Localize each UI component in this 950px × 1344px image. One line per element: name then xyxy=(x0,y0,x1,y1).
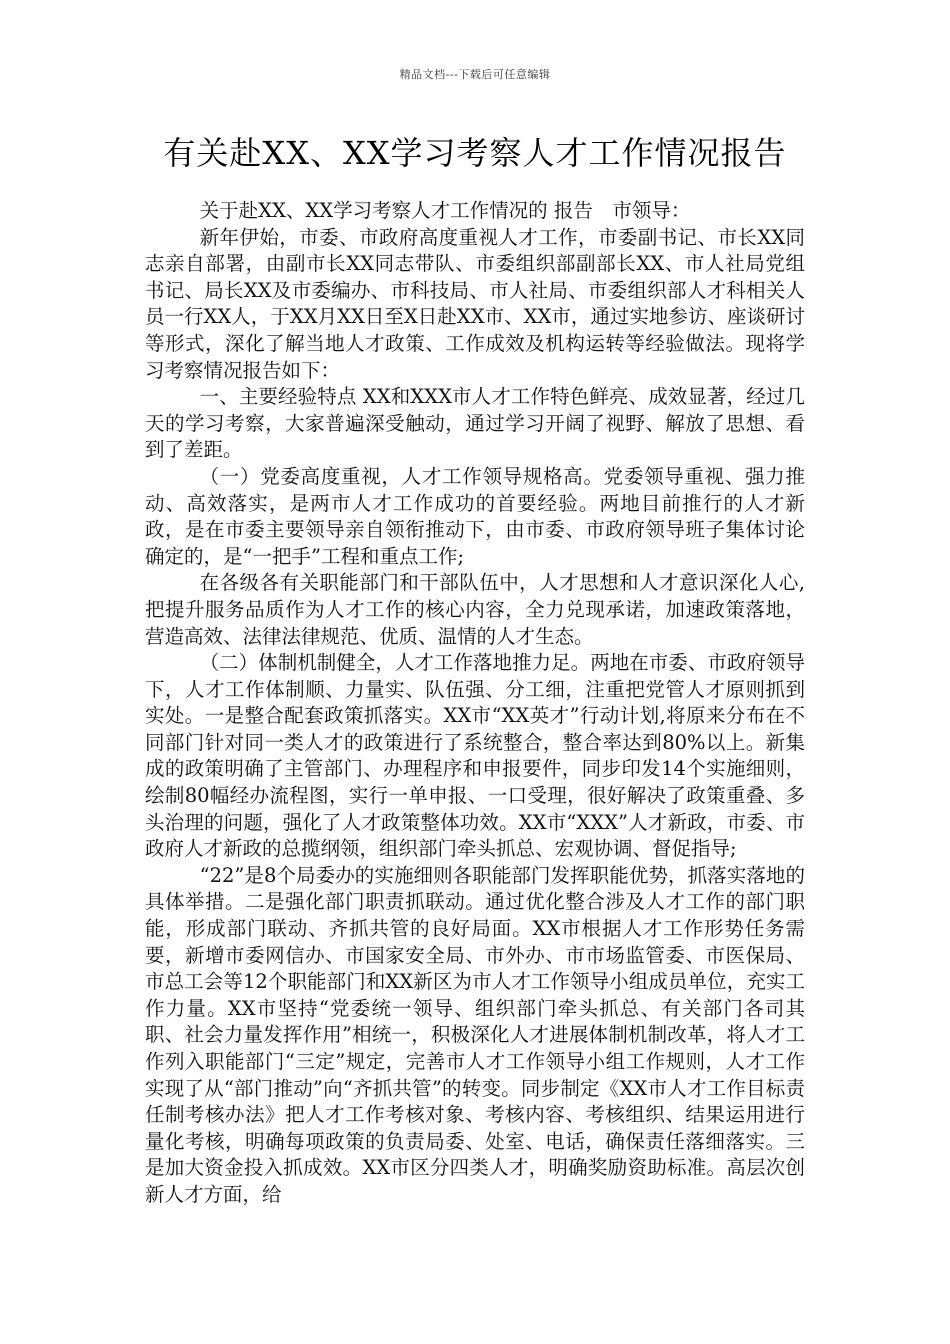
paragraph-subsection-2-cont: “22”是8个局委办的实施细则各职能部门发挥职能优势，抓落实落地的具体举措。二是强化部门职责抓联动。通过优化整合涉及人才工作的部门职能，形成部门联动、齐抓共管的良好局面。XX市根据人才工作形势任务需要，新增市委网信办、市国家安全局、市外办、市市场监管委、市医保局、市总工会等12个职能部门和XX新区为市人才工作领导小组成员单位，充实工作力量。XX市坚持“党委统一领导、组织部门牵头抓总、有关部门各司其职、社会力量发挥作用”相统一，积极深化人才进展体制机制改革，将人才工作列入职能部门“三定”规定，完善市人才工作领导小组工作规则，人才工作实现了从“部门推动”向“齐抓共管”的转变。同步制定《XX市人才工作目标责任制考核办法》把人才工作考核对象、考核内容、考核组织、结果运用进行量化考核，明确每项政策的负责局委、处室、电话，确保责任落细落实。三是加大资金投入抓成效。XX市区分四类人才，明确奖励资助标准。高层次创新人才方面，给 xyxy=(145,863,805,1206)
paragraph-salutation: 关于赴XX、XX学习考察人才工作情况的 报告 市领导： xyxy=(199,199,691,222)
paragraph-intro: 新年伊始，市委、市政府高度重视人才工作，市委副书记、市长XX同志亲自部署，由副市长XX同志带队、市委组织部副部长XX、市人社局党组书记、局长XX及市委编办、市科技局、市人社局、市委组织部人才科相关人员一行XX人，于XX月XX日至X日赴XX市、XX市，通过实地参访、座谈研讨等形式，深化了解当地人才政策、工作成效及机构运转等经验做法。现将学习考察情况报告如下： xyxy=(145,225,805,382)
document-body xyxy=(145,198,805,1209)
paragraph-section-1: 一、主要经验特点 XX和XXX市人才工作特色鲜亮、成效显著，经过几天的学习考察，大家普遍深受触动，通过学习开阔了视野、解放了思想、看到了差距。 xyxy=(145,385,805,462)
document-title: 有关赴XX、XX学习考察人才工作情况报告 xyxy=(163,134,787,172)
paragraph-subsection-1: （一）党委高度重视，人才工作领导规格高。党委领导重视、强力推动、高效落实，是两市人才工作成功的首要经验。两地目前推行的人才新政，是在市委主要领导亲自领衔推动下，由市委、市政府领导班子集体讨论确定的，是“一把手”工程和重点工作; xyxy=(145,464,805,568)
paragraph-subsection-2: （二）体制机制健全，人才工作落地推力足。两地在市委、市政府领导下，人才工作体制顺、力量实、队伍强、分工细，注重把党管人才原则抓到实处。一是整合配套政策抓落实。XX市“XX英才”行动计划,将原来分布在不同部门针对同一类人才的政策进行了系统整合，整合率达到80%以上。新集成的政策明确了主管部门、办理程序和申报要件，同步印发14个实施细则，绘制80幅经办流程图，实行一单申报、一口受理，很好解决了政策重叠、多头治理的问题，强化了人才政策整体功效。XX市“XXX”人才新政，市委、市政府人才新政的总揽纲领，组织部门牵头抓总、宏观协调、督促指导; xyxy=(145,651,805,861)
paragraph-subsection-1-cont: 在各级各有关职能部门和干部队伍中，人才思想和人才意识深化人心,把提升服务品质作为人才工作的核心内容，全力兑现承诺，加速政策落地，营造高效、法律法律规范、优质、温情的人才生态。 xyxy=(145,571,805,648)
header-note: 精品文档---下载后可任意编辑 xyxy=(399,68,551,81)
